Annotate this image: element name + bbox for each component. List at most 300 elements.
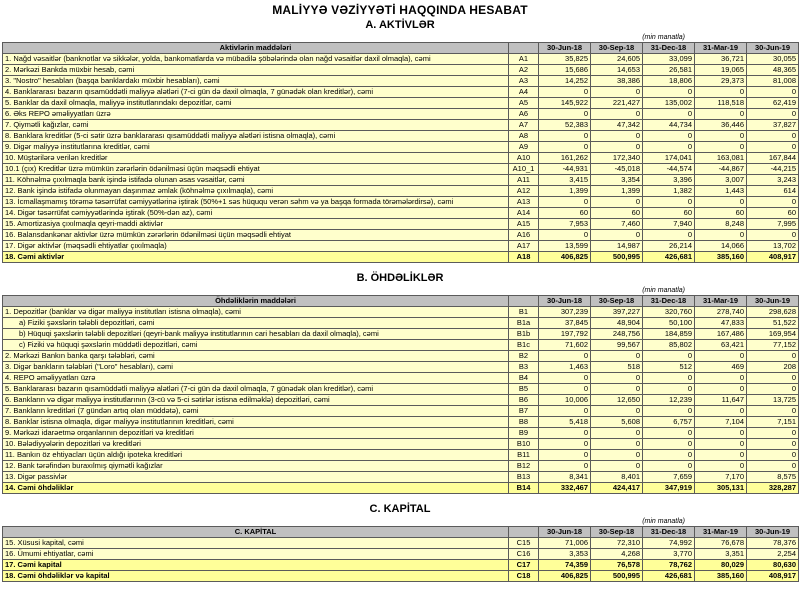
value-cell: 29,373 [695,76,747,87]
value-cell: 0 [591,142,643,153]
report-title: MALİYYƏ VƏZİYYƏTİ HAQQINDA HESABAT [272,3,528,17]
row-code: A2 [509,65,539,76]
value-cell: 48,904 [591,318,643,329]
value-cell: 305,131 [695,483,747,494]
unit-note-c: (min manatla) [642,518,685,525]
capital-table-header-row [3,527,799,538]
date-column-header: 31-Dec-18 [643,296,695,307]
value-cell: 0 [747,131,799,142]
value-cell: 0 [591,230,643,241]
value-cell: 406,825 [539,571,591,582]
value-cell: -44,215 [747,164,799,175]
value-cell: 298,628 [747,307,799,318]
table-row [3,87,799,98]
value-cell: 0 [695,87,747,98]
value-cell: 60 [539,208,591,219]
value-cell: -45,018 [591,164,643,175]
items-column-header: Aktivlərin maddələri [3,43,509,54]
value-cell: 7,460 [591,219,643,230]
value-cell: 7,940 [643,219,695,230]
value-cell: 320,760 [643,307,695,318]
date-column-header: 30-Jun-18 [539,296,591,307]
items-column-header: Öhdəliklərin maddələri [3,296,509,307]
date-column-header: 30-Jun-19 [747,296,799,307]
code-column-header [509,43,539,54]
table-row [3,307,799,318]
value-cell: 0 [747,109,799,120]
value-cell: 278,740 [695,307,747,318]
value-cell: 0 [539,428,591,439]
value-cell: 5,608 [591,417,643,428]
value-cell: 37,827 [747,120,799,131]
value-cell: 72,310 [591,538,643,549]
date-column-header: 31-Dec-18 [643,527,695,538]
value-cell: 0 [695,230,747,241]
value-cell: 37,845 [539,318,591,329]
section-b-heading: B. ÖHDƏLİKLƏR [356,272,444,284]
row-label: 8. Banklara kreditlər (5-ci sətir üzrə banklararası qısamüddətli maliyyə alətləri istisna olmaqla), cəmi [3,131,509,142]
row-code: B13 [509,472,539,483]
value-cell: 60 [591,208,643,219]
liabilities-table [2,295,799,494]
date-column-header: 31-Dec-18 [643,43,695,54]
value-cell: 0 [591,351,643,362]
value-cell: 0 [539,406,591,417]
value-cell: 0 [643,230,695,241]
row-code: B7 [509,406,539,417]
value-cell: 512 [643,362,695,373]
table-row [3,362,799,373]
table-row [3,153,799,164]
table-row [3,384,799,395]
row-label: 1. Depozitlər (banklar və digər maliyyə institutları istisna olmaqla), cəmi [3,307,509,318]
table-row [3,109,799,120]
row-label: 5. Banklararası bazarın qısamüddətli maliyyə alətləri (7-ci gün də daxil olmaqla, 7 günədək olan kreditlər), cəmi [3,384,509,395]
value-cell: 424,417 [591,483,643,494]
value-cell: 77,152 [747,340,799,351]
code-column-header [509,527,539,538]
table-row [3,175,799,186]
row-label: 16. Balansdankənar aktivlər üzrə mümkün zərərlərin ödənilməsi üçün məqsədli ehtiyat [3,230,509,241]
value-cell: 1,382 [643,186,695,197]
value-cell: 397,227 [591,307,643,318]
value-cell: 51,522 [747,318,799,329]
value-cell: 0 [591,384,643,395]
value-cell: 0 [539,131,591,142]
value-cell: 248,756 [591,329,643,340]
row-label: 10.1 (çıx) Kreditlər üzrə mümkün zərərlərin ödənilməsi üçün məqsədli ehtiyat [3,164,509,175]
value-cell: 0 [643,461,695,472]
row-label: a) Fiziki şəxslərin tələbli depozitləri, cəmi [3,318,509,329]
value-cell: 3,415 [539,175,591,186]
value-cell: 6,757 [643,417,695,428]
row-code: B10 [509,439,539,450]
value-cell: 71,602 [539,340,591,351]
value-cell: 15,686 [539,65,591,76]
value-cell: 0 [643,351,695,362]
row-label: 14. Cəmi öhdəliklər [3,483,509,494]
row-label: 6. Əks REPO əməliyyatları üzrə [3,109,509,120]
value-cell: 161,262 [539,153,591,164]
value-cell: 167,486 [695,329,747,340]
date-column-header: 30-Jun-18 [539,43,591,54]
row-code: B1 [509,307,539,318]
value-cell: 0 [747,230,799,241]
value-cell: 3,353 [539,549,591,560]
value-cell: 0 [539,461,591,472]
code-column-header [509,296,539,307]
value-cell: 0 [695,109,747,120]
value-cell: 0 [591,109,643,120]
unit-note-a: (min manatla) [642,34,685,41]
value-cell: 50,100 [643,318,695,329]
table-row [3,98,799,109]
value-cell: 163,081 [695,153,747,164]
value-cell: 0 [643,373,695,384]
row-label: 15. Amortizasiya çıxılmaqla qeyri-maddi aktivlər [3,219,509,230]
value-cell: 0 [747,384,799,395]
row-code: C18 [509,571,539,582]
value-cell: 0 [539,351,591,362]
row-label: 10. Müştərilərə verilən kreditlər [3,153,509,164]
value-cell: 30,055 [747,54,799,65]
row-code: C17 [509,560,539,571]
table-row [3,373,799,384]
value-cell: 0 [643,109,695,120]
value-cell: 8,248 [695,219,747,230]
value-cell: 76,678 [695,538,747,549]
value-cell: 0 [539,109,591,120]
row-label: 13. Digər passivlər [3,472,509,483]
table-row [3,571,799,582]
value-cell: 169,954 [747,329,799,340]
date-column-header: 31-Mar-19 [695,43,747,54]
value-cell: 0 [539,373,591,384]
value-cell: 44,734 [643,120,695,131]
value-cell: 347,919 [643,483,695,494]
value-cell: 0 [643,384,695,395]
assets-table [2,42,799,263]
table-row [3,164,799,175]
value-cell: 0 [695,373,747,384]
liabilities-table-header-row [3,296,799,307]
value-cell: 1,399 [591,186,643,197]
row-code: B6 [509,395,539,406]
row-code: A13 [509,197,539,208]
value-cell: 36,446 [695,120,747,131]
capital-table-body [3,538,799,582]
value-cell: 3,770 [643,549,695,560]
table-row [3,142,799,153]
value-cell: 174,041 [643,153,695,164]
value-cell: 74,359 [539,560,591,571]
table-row [3,241,799,252]
value-cell: 33,099 [643,54,695,65]
value-cell: 47,833 [695,318,747,329]
value-cell: 0 [695,351,747,362]
value-cell: 118,518 [695,98,747,109]
row-code: A3 [509,76,539,87]
assets-table-body [3,54,799,263]
value-cell: 0 [539,439,591,450]
value-cell: 0 [695,197,747,208]
value-cell: 614 [747,186,799,197]
value-cell: 0 [643,439,695,450]
value-cell: 81,008 [747,76,799,87]
row-code: A18 [509,252,539,263]
value-cell: 406,825 [539,252,591,263]
row-code: A5 [509,98,539,109]
assets-table-header-row [3,43,799,54]
value-cell: 1,399 [539,186,591,197]
row-code: A7 [509,120,539,131]
row-label: 1. Nağd vəsaitlər (banknotlar və sikkələr, yolda, bankomatlarda və mübadilə şöbələrində olan nağd vəsaitlər daxil olmaqla), cəmi [3,54,509,65]
row-code: A1 [509,54,539,65]
value-cell: -44,574 [643,164,695,175]
table-row [3,54,799,65]
table-row [3,65,799,76]
row-label: 3. "Nostro" hesabları (başqa banklardakı müxbir hesabları), cəmi [3,76,509,87]
value-cell: 38,386 [591,76,643,87]
value-cell: 328,287 [747,483,799,494]
value-cell: 11,647 [695,395,747,406]
row-label: 4. Banklararası bazarın qısamüddətli maliyyə alətləri (7-ci gün də daxil olmaqla, 7 günədək olan kreditlər), cəmi [3,87,509,98]
value-cell: 63,421 [695,340,747,351]
value-cell: 135,002 [643,98,695,109]
value-cell: 0 [591,439,643,450]
row-label: 5. Banklar da daxil olmaqla, maliyyə institutlarındakı depozitlər, cəmi [3,98,509,109]
value-cell: 14,653 [591,65,643,76]
value-cell: 0 [591,197,643,208]
value-cell: 7,995 [747,219,799,230]
row-code: A8 [509,131,539,142]
value-cell: 10,006 [539,395,591,406]
table-row [3,560,799,571]
date-column-header: 31-Mar-19 [695,527,747,538]
value-cell: 62,419 [747,98,799,109]
table-row [3,252,799,263]
value-cell: 7,170 [695,472,747,483]
value-cell: 426,681 [643,252,695,263]
value-cell: 0 [643,197,695,208]
row-label: 9. Mərkəzi idarəetmə orqanlarının depozitləri və kreditləri [3,428,509,439]
unit-note-b: (min manatla) [642,287,685,294]
value-cell: 0 [695,450,747,461]
value-cell: -44,867 [695,164,747,175]
value-cell: 0 [591,131,643,142]
value-cell: 26,214 [643,241,695,252]
value-cell: 0 [539,450,591,461]
value-cell: 0 [695,461,747,472]
value-cell: 0 [539,197,591,208]
table-row [3,450,799,461]
value-cell: 8,575 [747,472,799,483]
row-label: c) Fiziki və hüquqi şəxslərin müddətli depozitləri, cəmi [3,340,509,351]
value-cell: 71,006 [539,538,591,549]
row-label: 2. Mərkəzi Bankın banka qarşı tələbləri, cəmi [3,351,509,362]
table-row [3,340,799,351]
value-cell: 0 [539,87,591,98]
value-cell: 60 [643,208,695,219]
value-cell: 197,792 [539,329,591,340]
value-cell: 76,578 [591,560,643,571]
table-row [3,406,799,417]
value-cell: 80,029 [695,560,747,571]
value-cell: 3,243 [747,175,799,186]
row-label: 6. Bankların və digər maliyyə institutlarının (3-cü və 5-ci sətirlər istisna edilməklə) depozitləri, cəmi [3,395,509,406]
row-label: 8. Banklar istisna olmaqla, digər maliyyə institutlarının kreditləri, cəmi [3,417,509,428]
date-column-header: 30-Sep-18 [591,527,643,538]
value-cell: 14,252 [539,76,591,87]
value-cell: 80,630 [747,560,799,571]
value-cell: 0 [695,406,747,417]
row-label: 3. Digər bankların tələbləri ("Loro" hesabları), cəmi [3,362,509,373]
value-cell: 13,599 [539,241,591,252]
row-code: A11 [509,175,539,186]
value-cell: 48,365 [747,65,799,76]
value-cell: 0 [591,87,643,98]
value-cell: 7,104 [695,417,747,428]
table-row [3,428,799,439]
table-row [3,395,799,406]
table-row [3,197,799,208]
row-label: 11. Köhnəlmə çıxılmaqla bank işində istifadə olunan əsas vəsaitlər, cəmi [3,175,509,186]
section-a-heading: A. AKTİVLƏR [365,19,435,31]
table-row [3,483,799,494]
table-row [3,186,799,197]
liabilities-table-body [3,307,799,494]
row-code: B14 [509,483,539,494]
value-cell: 0 [747,461,799,472]
value-cell: 0 [747,142,799,153]
row-label: 17. Digər aktivlər (məqsədli ehtiyatlar çıxılmaqla) [3,241,509,252]
date-column-header: 30-Jun-19 [747,527,799,538]
value-cell: 18,806 [643,76,695,87]
value-cell: 0 [747,373,799,384]
value-cell: 7,659 [643,472,695,483]
value-cell: 4,268 [591,549,643,560]
row-code: A10 [509,153,539,164]
table-row [3,208,799,219]
value-cell: 0 [643,142,695,153]
table-row [3,131,799,142]
row-label: 13. İcmallaşmamış törəmə təsərrüfat cəmiyyətlərinə iştirak (50%+1 səs hüququ verən səhm və ya başqa formada törəmələrdirsə), cəmi [3,197,509,208]
value-cell: 0 [747,439,799,450]
table-row [3,318,799,329]
value-cell: 0 [591,450,643,461]
value-cell: 0 [747,197,799,208]
value-cell: 518 [591,362,643,373]
row-code: C15 [509,538,539,549]
value-cell: 500,995 [591,252,643,263]
value-cell: 0 [643,131,695,142]
value-cell: 26,581 [643,65,695,76]
row-code: A4 [509,87,539,98]
date-column-header: 31-Mar-19 [695,296,747,307]
row-label: 11. Bankın öz ehtiyacları üçün aldığı ipoteka kreditləri [3,450,509,461]
value-cell: 7,151 [747,417,799,428]
value-cell: 167,844 [747,153,799,164]
table-row [3,417,799,428]
value-cell: 172,340 [591,153,643,164]
row-label: 15. Xüsusi kapital, cəmi [3,538,509,549]
row-label: 12. Bank işində istifadə olunmayan daşınmaz əmlak (köhnəlmə çıxılmaqla), cəmi [3,186,509,197]
section-c-heading: C. KAPİTAL [369,503,431,515]
value-cell: 0 [695,428,747,439]
value-cell: 385,160 [695,571,747,582]
value-cell: 500,995 [591,571,643,582]
value-cell: 221,427 [591,98,643,109]
value-cell: 3,396 [643,175,695,186]
value-cell: 0 [643,428,695,439]
value-cell: 0 [539,230,591,241]
row-label: 4. REPO əməliyyatları üzrə [3,373,509,384]
value-cell: 0 [695,439,747,450]
value-cell: 0 [591,428,643,439]
row-code: A17 [509,241,539,252]
row-label: 2. Mərkəzi Bankda müxbir hesab, cəmi [3,65,509,76]
value-cell: 1,443 [695,186,747,197]
value-cell: 52,383 [539,120,591,131]
row-label: 7. Qiymətli kağızlar, cəmi [3,120,509,131]
row-code: A6 [509,109,539,120]
row-label: 12. Bank tərəfindən buraxılmış qiymətli kağızlar [3,461,509,472]
value-cell: 0 [591,406,643,417]
value-cell: 35,825 [539,54,591,65]
row-label: 10. Bələdiyyələrin depozitləri və kreditləri [3,439,509,450]
value-cell: 0 [695,131,747,142]
row-code: B4 [509,373,539,384]
row-code: B1a [509,318,539,329]
value-cell: 8,341 [539,472,591,483]
row-code: B2 [509,351,539,362]
value-cell: 0 [747,351,799,362]
row-code: A12 [509,186,539,197]
value-cell: 12,239 [643,395,695,406]
row-code: A15 [509,219,539,230]
value-cell: 426,681 [643,571,695,582]
row-code: B8 [509,417,539,428]
table-row [3,230,799,241]
value-cell: 74,992 [643,538,695,549]
value-cell: 0 [747,406,799,417]
value-cell: 12,650 [591,395,643,406]
value-cell: 408,917 [747,571,799,582]
value-cell: 3,354 [591,175,643,186]
value-cell: 307,239 [539,307,591,318]
value-cell: 208 [747,362,799,373]
value-cell: 3,007 [695,175,747,186]
table-row [3,120,799,131]
value-cell: 0 [643,450,695,461]
table-row [3,219,799,230]
value-cell: 0 [643,87,695,98]
date-column-header: 30-Jun-18 [539,527,591,538]
value-cell: 0 [643,406,695,417]
table-row [3,329,799,340]
value-cell: 385,160 [695,252,747,263]
row-code: A9 [509,142,539,153]
value-cell: 145,922 [539,98,591,109]
row-label: 14. Digər təsərrüfat cəmiyyətlərində iştirak (50%-dən az), cəmi [3,208,509,219]
value-cell: 60 [695,208,747,219]
row-code: A14 [509,208,539,219]
value-cell: 5,418 [539,417,591,428]
value-cell: 99,567 [591,340,643,351]
capital-table [2,526,799,582]
value-cell: 2,254 [747,549,799,560]
value-cell: 78,762 [643,560,695,571]
